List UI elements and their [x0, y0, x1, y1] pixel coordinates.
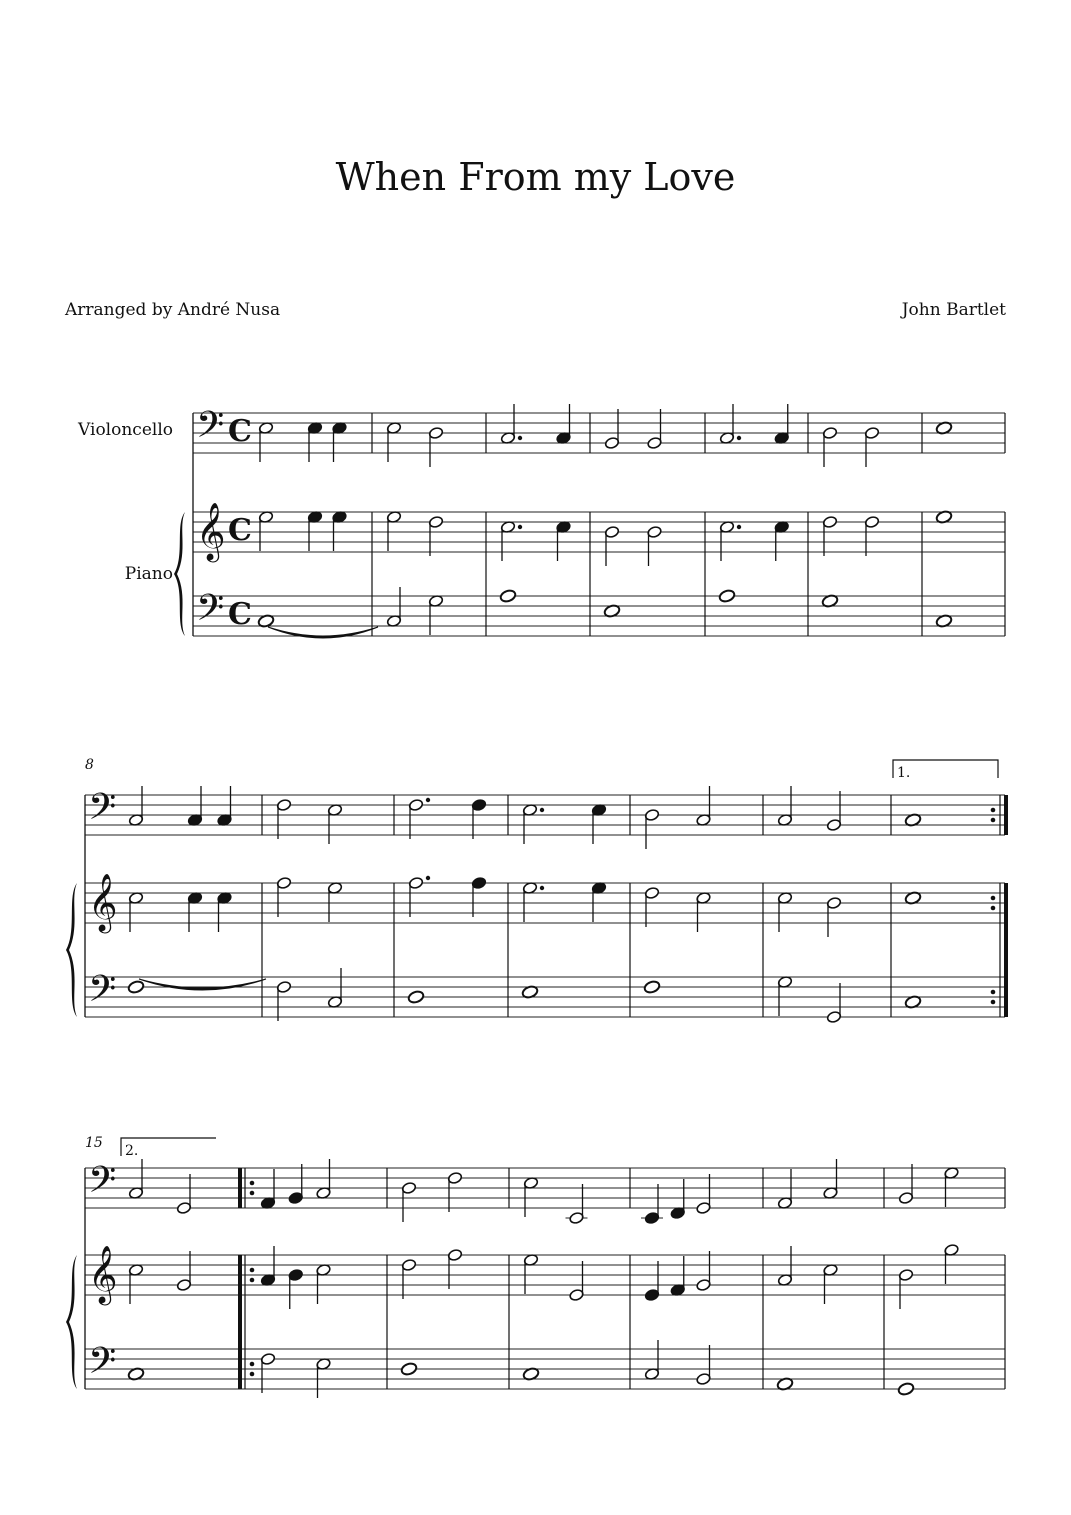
common-time-symbol: C	[228, 513, 252, 548]
repeat-dot	[250, 1278, 255, 1283]
final-barline	[1004, 795, 1008, 835]
repeat-dot	[250, 1372, 255, 1377]
treble-clef: 𝄞	[88, 873, 118, 931]
repeat-dot	[250, 1191, 255, 1196]
common-time-symbol: C	[228, 597, 252, 632]
bass-clef: 𝄢	[196, 587, 225, 638]
piano-brace	[66, 883, 77, 1017]
final-barline	[1004, 883, 1008, 1017]
bass-clef: 𝄢	[88, 786, 117, 837]
repeat-dot	[250, 1362, 255, 1367]
score-title: When From my Love	[335, 155, 736, 199]
bass-clef: 𝄢	[88, 1340, 117, 1391]
augmentation-dot	[426, 876, 430, 880]
repeat-dot	[991, 906, 996, 911]
augmentation-dot	[540, 886, 544, 890]
measure-number-15: 15	[85, 1135, 103, 1151]
augmentation-dot	[518, 525, 522, 529]
augmentation-dot	[540, 808, 544, 812]
treble-clef: 𝄞	[196, 502, 226, 560]
notehead-f3	[643, 980, 661, 995]
notation-layer	[66, 404, 1008, 1398]
repeat-dot	[991, 1000, 996, 1005]
repeat-dot	[991, 808, 996, 813]
piano-label: Piano	[124, 564, 173, 584]
repeat-dot	[250, 1181, 255, 1186]
second-ending-label: 2.	[125, 1143, 139, 1159]
bass-clef: 𝄢	[88, 1159, 117, 1210]
piano-brace	[66, 1255, 77, 1389]
measure-number-8: 8	[85, 757, 94, 773]
arranger-credit: Arranged by André Nusa	[65, 300, 281, 320]
violoncello-label: Violoncello	[78, 420, 173, 440]
augmentation-dot	[426, 798, 430, 802]
augmentation-dot	[737, 525, 741, 529]
repeat-dot	[991, 896, 996, 901]
repeat-dot	[250, 1268, 255, 1273]
notehead-f3	[127, 980, 145, 995]
augmentation-dot	[518, 436, 522, 440]
notehead-d3	[400, 1362, 418, 1377]
notehead-a3	[718, 589, 736, 604]
notehead-a3	[499, 589, 517, 604]
repeat-dot	[991, 990, 996, 995]
treble-clef: 𝄞	[88, 1245, 118, 1303]
common-time-symbol: C	[228, 414, 252, 449]
repeat-dot	[991, 818, 996, 823]
bass-clef: 𝄢	[88, 968, 117, 1019]
augmentation-dot	[737, 436, 741, 440]
thick-barline	[238, 1168, 242, 1208]
notehead-g2	[897, 1382, 915, 1397]
composer-credit: John Bartlet	[901, 300, 1006, 320]
first-ending-label: 1.	[897, 765, 911, 781]
bass-clef: 𝄢	[196, 404, 225, 455]
notehead-d3	[407, 990, 425, 1005]
thick-barline	[238, 1255, 242, 1389]
piano-brace	[174, 512, 185, 636]
tie	[139, 979, 266, 990]
